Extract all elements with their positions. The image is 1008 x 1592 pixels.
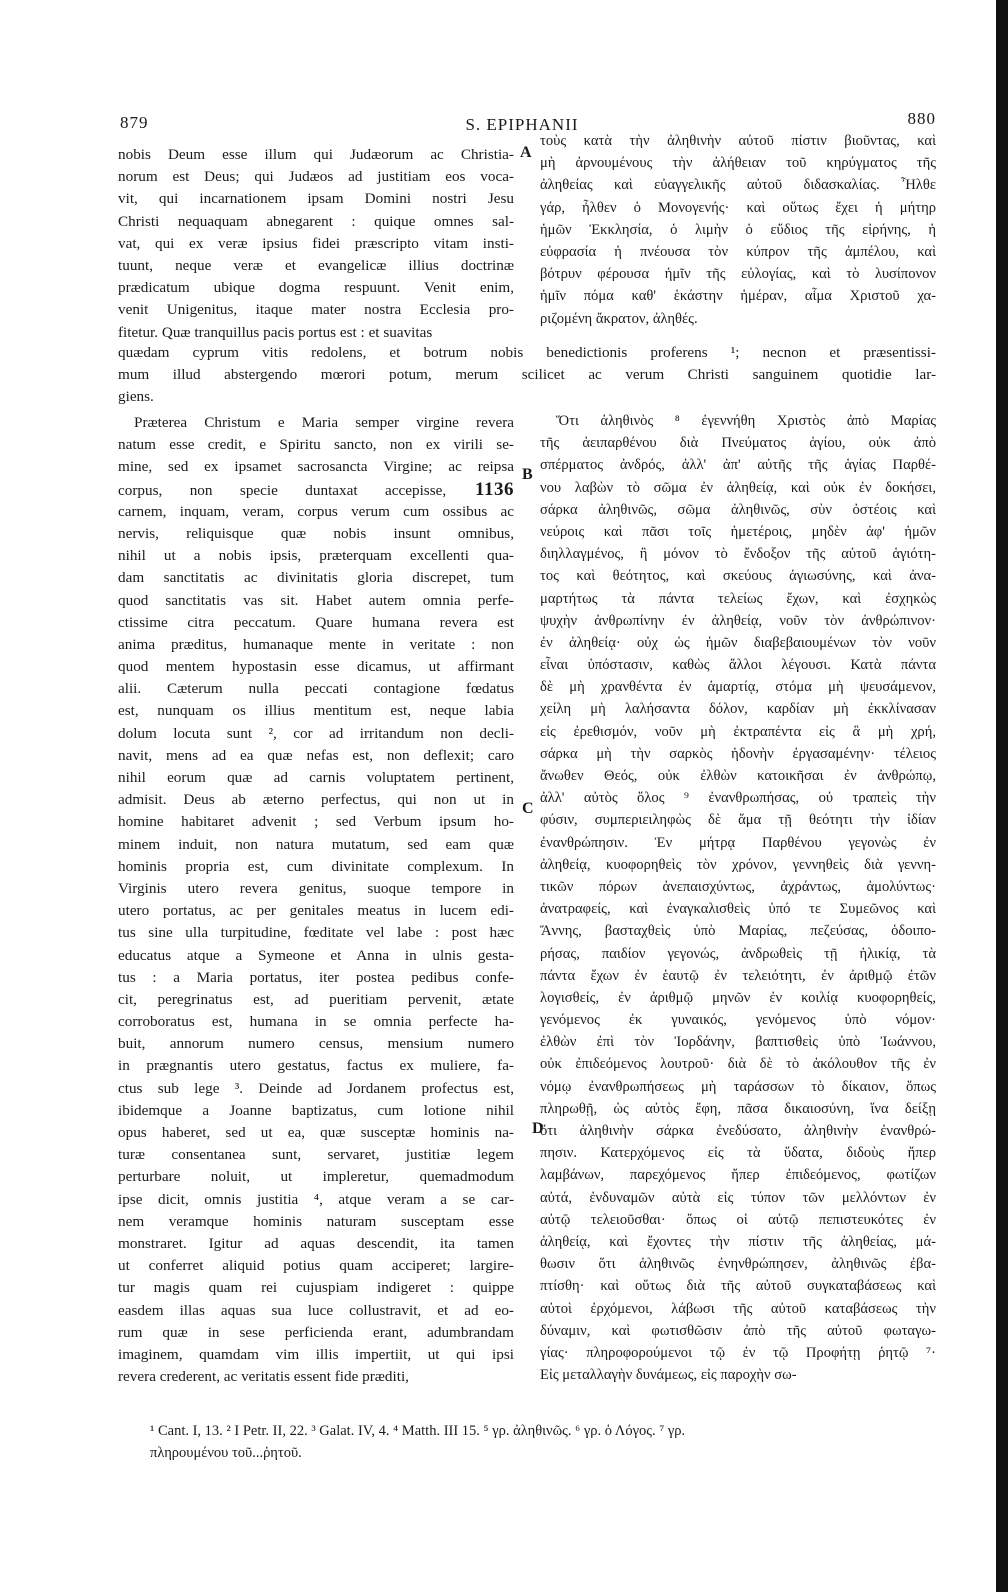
text-line: νεύροις καὶ πᾶσι τοῖς ἡμετέροις, μηδὲν ἀφ' ἡμῶν: [540, 523, 936, 540]
text-line: αὐτῷ τελειοῦσθαι· ὅπως οἱ αὐτῷ πεπιστευκότες ἐν: [540, 1211, 936, 1228]
text-line: easdem illas aquas sua luce collustravit, et ad eo-: [118, 1301, 514, 1319]
text-line: νου λαβὼν τὸ σῶμα ἐν ἀληθείᾳ, καὶ οὐκ ἐν δοκήσει,: [540, 479, 936, 496]
latin-full-width-paragraph: [118, 342, 936, 409]
text-line: dam sanctitatis ac divinitatis gloria discrepet, tum: [118, 569, 514, 587]
text-line: in prægnantis utero gestatus, factus ex muliere, fa-: [118, 1057, 514, 1075]
text-line: turæ consentanea sunt, servaret, justitiæ legem: [118, 1146, 514, 1164]
text-line: ἐνανθρώπησιν. Ἐν μήτρᾳ Παρθένου γεγονὼς ἐν: [540, 834, 936, 851]
text-line: δὲ μὴ χρανθέντα ἐν ἁμαρτίᾳ, στόμα μὴ ψευσάμενον,: [540, 679, 936, 696]
text-line: πησιν. Κατερχόμενος εἰς τὰ ὕδατα, διδοὺς ἤπερ: [540, 1145, 936, 1162]
text-line: hominis propria est, cum divinitate complexum. In: [118, 857, 514, 875]
text-line: εὐφρασία ἡ πνέουσα τὸν κύπρον τῆς ἀμπέλου, καὶ: [540, 243, 936, 260]
text-line: educatus atque a Symeone et Anna in ulnis gesta-: [118, 946, 514, 964]
text-line: ἀνατραφείς, καὶ ἐναγκαλισθεὶς ὑπό τε Συμεῶνος καὶ: [540, 901, 936, 918]
text-line: cit, peregrinatus est, ad pueritiam pervenit, ætate: [118, 990, 514, 1008]
text-line: εἰς ἐρεθισμόν, νοῦν μὴ ἐκτραπέντα εἰς ἃ μὴ χρή,: [540, 723, 936, 740]
text-line: ρήσας, παιδίον γεγονώς, ἀνδρωθεὶς τῇ ἡλικίᾳ, τὰ: [540, 945, 936, 962]
text-line: giens.: [118, 388, 154, 406]
text-line: βότρυν φέρουσα ἡμῖν τῆς εὐλογίας, καὶ τὸ λυσίπονον: [540, 266, 936, 283]
text-line: πτίσθη· καὶ οὕτως διὰ τῆς αὐτοῦ συγκαταβάσεως καὶ: [540, 1278, 936, 1295]
text-line: tur magis quam rei cujuspiam indigeret : quippe: [118, 1279, 514, 1297]
text-line: quod mentem hypostasin esse dicamus, ut affirmant: [118, 658, 514, 676]
text-line: nervis, reliquisque quæ nobis insunt omnibus,: [118, 524, 514, 542]
text-line: ctissime citra peccatum. Quare humana revera est: [118, 613, 514, 631]
text-line: μὴ ἀρνουμένους τὴν ἀλήθειαν τοῦ κηρύγματος τῆς: [540, 155, 936, 172]
text-line: σάρκα ἀληθινῶς, σῶμα ἀληθινῶς, σὺν ὀστέοις καὶ: [540, 501, 936, 518]
text-line: ἄνωθεν Θεός, οὐκ ἐλθὼν κατοικῆσαι ἐν ἀνθρώπῳ,: [540, 768, 936, 784]
text-line: opus haberet, sed ut ea, quæ susceptæ hominis na-: [118, 1124, 514, 1141]
text-line: ἡμῖν πόμα καθ' ἑκάστην ἡμέραν, αἷμα Χριστοῦ χα-: [540, 288, 936, 305]
text-line: mine, sed ex ipsamet sacrosancta Virgine; ac reipsa: [118, 458, 514, 476]
text-line: ριζομένη ἄκρατον, ἀληθές.: [540, 310, 698, 327]
text-line: prædicatum ubique dogma respuunt. Venit enim,: [118, 279, 514, 297]
text-line: πληρωθῇ, ὡς αὐτὸς ἔφη, πᾶσα δικαιοσύνη, ἵνα δείξῃ: [540, 1100, 936, 1117]
text-line: γίας· πληροφορούμενοι τῷ ἐν τῷ Προφήτῃ ῥητῷ ⁷·: [540, 1344, 936, 1361]
text-line: δύναμιν, καὶ φωτισθῶσιν ἀπὸ τῆς αὐτοῦ φωταγω-: [540, 1322, 936, 1339]
margin-marker-a: A: [520, 144, 532, 161]
text-line: εἶναι ὑπόστασιν, καθὼς ἄλλοι λέγουσι. Κατὰ πάντα: [540, 657, 936, 674]
text-line: τικῶν πόρων ἀνεπαισχύντως, ἀχράντως, ἀμολύντως·: [540, 878, 936, 895]
latin-column-bottom: [118, 412, 514, 1388]
text-line: homine habitaret advenit ; sed Verbum ipsum ho-: [118, 813, 514, 831]
text-line: λαμβάνων, παρεχόμενος ἤπερ ἐπιδεόμενος, φωτίζων: [540, 1167, 936, 1184]
text-line: Præterea Christum e Maria semper virgine revera: [134, 414, 514, 431]
text-line: Ὅτι ἀληθινὸς ⁸ ἐγεννήθη Χριστὸς ἀπὸ Μαρίας: [556, 413, 936, 429]
text-line: tus sine ulla turpitudine, fœditate vel labe : post hæc: [118, 924, 514, 942]
text-line: ἀλλ' αὐτὸς ὅλος ⁹ ἐνανθρωπήσας, οὐ τραπεὶς τὴν: [540, 790, 936, 807]
text-line: revera crederent, ac veritatis essent fide præditi,: [118, 1368, 409, 1386]
text-line: ἀληθείας καὶ εὐαγγελικῆς αὐτοῦ διδασκαλίας. Ἦλθε: [540, 177, 936, 194]
text-line: perturbare noluit, ut impleretur, quemadmodum: [118, 1168, 514, 1186]
text-line: nihil eorum quæ ad carnis voluptatem pertinent,: [118, 769, 514, 786]
text-line: αὐτά, ἐνδυναμῶν αὐτὰ εἰς τύπον τῶν μελλόντων ἐν: [540, 1189, 936, 1206]
text-line: venit Unigenitus, itaque mater nostra Ecclesia pro-: [118, 301, 514, 319]
running-title: S. EPIPHANII: [465, 115, 579, 134]
text-line: αὐτοὶ ἐρχόμενοι, λάβωσι τῆς αὐτοῦ καταβάσεως τὴν: [540, 1300, 936, 1317]
text-line: corpus, non specie duntaxat accepisse, 1136: [118, 478, 514, 500]
text-line: ipse dicit, omnis justitia ⁴, atque veram a se car-: [118, 1190, 514, 1208]
text-line: ¹ Cant. I, 13. ² I Petr. II, 22. ³ Galat. IV, 4. ⁴ Matth. III 15. ⁵ γρ. ἀληθινῶς. ⁶ γρ. ὁ Λόγος. ⁷ γρ.: [150, 1423, 686, 1439]
greek-column-top: [540, 130, 936, 330]
text-line: alii. Cæterum nulla peccati contagione fœdatus: [118, 680, 514, 698]
text-line: Virginis utero revera genitus, suoque tempore in: [118, 879, 514, 897]
text-line: ἀληθείᾳ, κυοφορηθεὶς τὸν χρόνον, γεννηθεὶς διὰ γεννη-: [540, 856, 936, 873]
text-line: carnem, inquam, veram, corpus verum cum ossibus ac: [118, 502, 514, 520]
text-line: ut conferret aliquid potius quam acciperet; largire-: [118, 1257, 514, 1275]
text-line: quod sanctitatis vas sit. Habet autem omnia perfe-: [118, 591, 514, 609]
text-line: navit, mens ad ea quæ nefas est, non deflexit; caro: [118, 746, 514, 764]
text-line: natum esse credit, e Spiritu sancto, non ex virili se-: [118, 436, 514, 454]
text-line: norum est Deus; qui Judæos ad justitiam eos voca-: [118, 168, 514, 186]
text-line: dolum locuta sunt ², cor ad irritandum non decli-: [118, 724, 514, 742]
text-line: διηλλαγμένος, ἢ μόνον τὸ ἔνδοξον τῆς αὐτοῦ ἁγιότη-: [540, 546, 936, 563]
text-line: ἐλθὼν ἐπὶ τὸν Ἰορδάνην, βαπτισθεὶς ὑπὸ Ἰωάννου,: [540, 1034, 936, 1051]
text-line: γενόμενος ἐκ γυναικός, γενόμενος ὑπὸ νόμον·: [540, 1012, 936, 1029]
text-line: minem induit, non natura mutatum, sed eam quæ: [118, 835, 514, 853]
text-line: οὐκ ἐπιδεόμενος λουτροῦ· διὰ δὲ τὸ ἀκόλουθον τῆς ἐν: [540, 1056, 936, 1073]
text-line: monstraret. Igitur ad aquas descendit, ita tamen: [118, 1234, 514, 1252]
text-line: est, nunquam os illius mentitum est, neque labia: [118, 702, 514, 720]
text-line: χείλη μὴ λαλήσαντα δόλον, καρδίαν μὴ ἐκκλίνασαν: [540, 701, 936, 718]
text-line: ἀληθείᾳ, καὶ ἔχοντες τὴν πίστιν τῆς ἀληθείας, μά-: [540, 1233, 936, 1250]
page-number-right: 880: [907, 109, 936, 128]
text-line: πάντα ἔχων ἐν ἑαυτῷ ἐν τελειότητι, ἐν ἀριθμῷ ἐτῶν: [540, 967, 936, 984]
text-line: admisit. Deus ab æterno perfectus, qui non ut in: [118, 791, 514, 809]
footnotes: [150, 1420, 950, 1464]
text-line: Christi nequaquam abnegarent : quique omnes sal-: [118, 212, 514, 230]
text-line: γάρ, ἦλθεν ὁ Μονογενής· καὶ οὕτως ἔχει ἡ μήτηρ: [540, 199, 936, 216]
margin-marker-c: C: [522, 800, 534, 817]
text-line: nem veramque hominis naturam susceptam esse: [118, 1212, 514, 1230]
text-line: ψυχὴν ἀνθρωπίνην ἐν ἀληθείᾳ, νοῦν τὸν ἀνθρώπινον·: [540, 612, 936, 629]
text-line: buit, annorum numero census, mensium numero: [118, 1035, 514, 1053]
text-line: θωσιν ὅτι ἀληθινῶς ἐνηνθρώπησεν, ἀληθινῶς ἐβα-: [540, 1256, 936, 1273]
text-line: vat, qui ex veræ ipsius fidei præscripto vitam insti-: [118, 234, 514, 252]
text-line: ἡμῶν Ἐκκλησία, ὁ λιμὴν ὁ εὔδιος τῆς εἰρήνης, ἡ: [540, 221, 936, 238]
text-line: vit, qui incarnationem ipsam Domini nostri Jesu: [118, 190, 514, 208]
text-line: nobis Deum esse illum qui Judæorum ac Christia-: [118, 146, 514, 163]
latin-column-top: [118, 144, 514, 344]
margin-marker-b: B: [522, 466, 533, 483]
text-line: ἐν ἀληθείᾳ· οὐχ ὡς ἡμῶν διαβεβαιουμένων τὸν νοῦν: [540, 634, 936, 651]
margin-marker-d: D: [532, 1120, 544, 1137]
text-line: tus : a Maria portatus, iter postea pedibus confe-: [118, 968, 514, 986]
text-line: τος καὶ θεότητος, καὶ σκεύους ἁγιωσύνης, καὶ ἀνα-: [540, 568, 936, 585]
text-line: φύσιν, συμπεριειληφὼς δὲ ἅμα τῇ θεότητι τὴν ἰδίαν: [540, 812, 936, 829]
text-line: Εἰς μεταλλαγὴν δυνάμεως, εἰς παροχὴν σω-: [540, 1367, 797, 1384]
text-line: λογισθείς, ἐν ἀριθμῷ μηνῶν ἐν κοιλίᾳ κυοφορηθείς,: [540, 989, 936, 1006]
scan-edge-bar: [996, 0, 1008, 1592]
text-line: nihil ut a nobis ipsis, præterquam excellenti qua-: [118, 547, 514, 565]
text-line: ctus sub lege ³. Deinde ad Jordanem profectus est,: [118, 1079, 514, 1097]
column-number: 1136: [446, 478, 514, 500]
text-line: τοὺς κατὰ τὴν ἀληθινὴν αὐτοῦ πίστιν βιοῦντας, καὶ: [540, 133, 936, 149]
text-line: ibidemque a Joanne baptizatus, cum lotione nihil: [118, 1101, 514, 1119]
text-line: σπέρματος ἀνδρός, ἀλλ' ἀπ' αὐτῆς τῆς ἁγίας Παρθέ-: [540, 457, 936, 474]
text-line: mum illud abstergendo mœrori potum, merum scilicet ac verum Christi sanguinem quotidie lar-: [118, 366, 936, 384]
text-line: corroboratus est, humana in se omnia perfecte ha-: [118, 1013, 514, 1031]
text-line: utero portatus, ac per genitales meatus in lucem edi-: [118, 902, 514, 920]
text-line: σάρκα μὴ τὴν σαρκὸς ἡδονὴν ἐργασαμένην· τέλειος: [540, 745, 936, 762]
text-line: ὅτι ἀληθινὴν σάρκα ἐνεδύσατο, ἀληθινὴν ἐνανθρώ-: [540, 1123, 936, 1139]
text-line: rum quæ in sese perficienda erant, adumbrandam: [118, 1323, 514, 1341]
text-line: τῆς ἀειπαρθένου διὰ Πνεύματος ἁγίου, οὐκ ἀπὸ: [540, 435, 936, 452]
text-line: imaginem, quamdam vim illis impertiit, ut qui ipsi: [118, 1345, 514, 1363]
text-line: anima præditus, humanaque mente in veritate : non: [118, 635, 514, 653]
text-line: νόμῳ ἐνανθρωπήσεως μὴ ταράσσων τὸ δίκαιον, ὅπως: [540, 1078, 936, 1095]
text-line: fitetur. Quæ tranquillus pacis portus est : et suavitas: [118, 323, 433, 341]
page-number-left: 879: [120, 113, 149, 132]
text-line: quædam cyprum vitis redolens, et botrum nobis benedictionis proferens ¹; necnon et præsentissi-: [118, 344, 936, 361]
text-line: μαρτήτως τὰ πάντα τελείως ἔχων, καὶ ἐσχηκὼς: [540, 590, 936, 607]
text-line: tuunt, neque veræ et evangelicæ illius doctrinæ: [118, 256, 514, 274]
greek-column-bottom: [540, 410, 936, 1386]
text-line: πληρουμένου τοῦ...ῥητοῦ.: [150, 1445, 302, 1461]
text-line: Ἄννης, βασταχθεὶς ὑπὸ Μαρίας, πεζεύσας, ὁδοιπο-: [540, 923, 936, 940]
